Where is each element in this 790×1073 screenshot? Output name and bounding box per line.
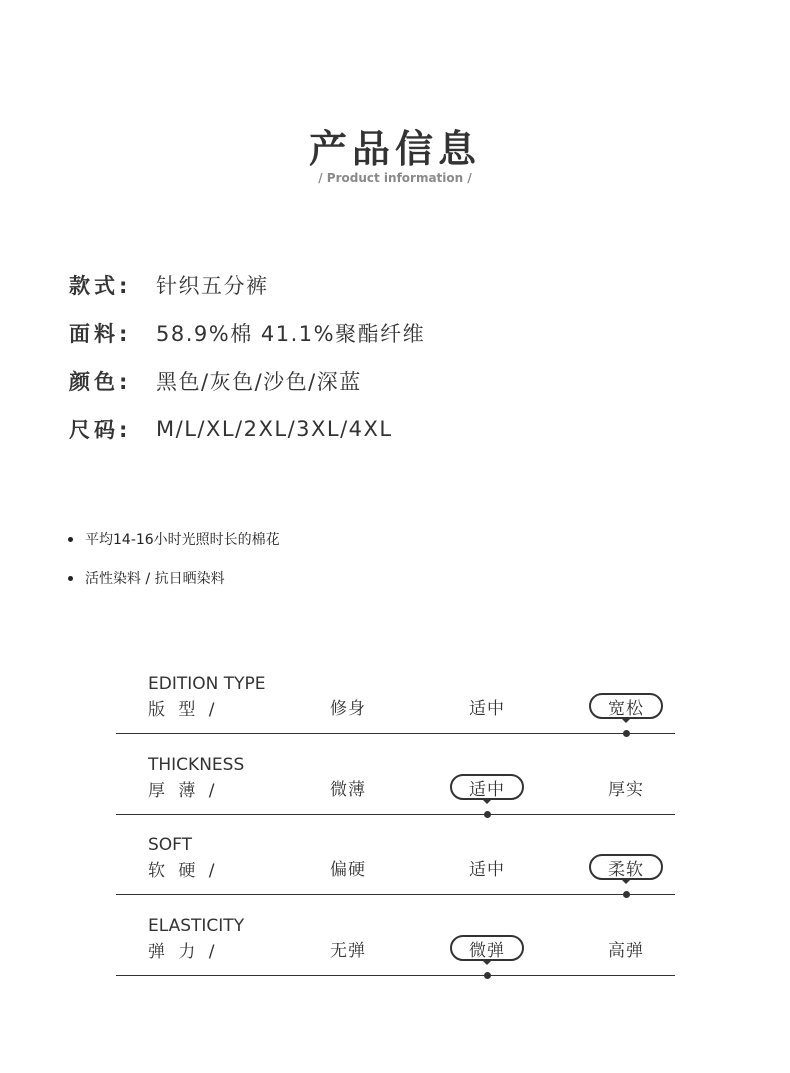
bullet-dot-icon xyxy=(68,576,73,581)
spec-value: M/L/XL/2XL/3XL/4XL xyxy=(156,417,393,441)
feature-text: 活性染料 / 抗日晒染料 xyxy=(85,571,225,587)
caret-down-icon xyxy=(621,879,631,884)
scale-label-en: ELASTICITY xyxy=(148,916,245,936)
caret-down-icon xyxy=(482,960,492,965)
scale-option-selected xyxy=(450,935,524,961)
scale-label-cn: 厚 薄 / xyxy=(148,781,219,801)
option-label: 适中 xyxy=(469,779,505,800)
scale-row-soft xyxy=(0,827,790,907)
scale-label-cn: 软 硬 / xyxy=(148,861,219,881)
spec-row-style xyxy=(69,270,269,300)
scale-option xyxy=(589,935,663,961)
scale-label-en: SOFT xyxy=(148,835,193,855)
scale-label-en: EDITION TYPE xyxy=(148,674,266,694)
scale-row-edition-type xyxy=(0,666,790,746)
page-subtitle: / Product information / xyxy=(318,171,472,185)
option-label: 适中 xyxy=(469,859,505,880)
caret-down-icon xyxy=(482,799,492,804)
scale-option xyxy=(450,693,524,719)
bullet-dot-icon xyxy=(68,537,73,542)
scale-option xyxy=(311,693,385,719)
scale-divider xyxy=(116,894,675,895)
option-label: 适中 xyxy=(469,698,505,719)
spec-value: 针织五分裤 xyxy=(156,274,269,298)
spec-value: 58.9%棉 41.1%聚酯纤维 xyxy=(156,322,426,346)
scale-option-selected xyxy=(589,854,663,880)
scale-divider xyxy=(116,975,675,976)
spec-label: 款式: xyxy=(69,274,132,298)
option-label: 微薄 xyxy=(330,779,366,800)
scale-option-selected xyxy=(450,774,524,800)
scale-option xyxy=(589,774,663,800)
scale-label-en: THICKNESS xyxy=(148,755,245,775)
spec-label: 尺码: xyxy=(69,418,132,442)
scale-row-elasticity xyxy=(0,908,790,988)
option-label: 无弹 xyxy=(330,940,366,961)
scale-row-thickness xyxy=(0,747,790,827)
scale-marker xyxy=(484,972,491,979)
scale-marker xyxy=(623,730,630,737)
option-label: 宽松 xyxy=(608,698,644,719)
page-title: 产品信息 xyxy=(308,127,481,171)
scale-option xyxy=(450,854,524,880)
spec-row-size xyxy=(69,414,393,444)
option-label: 微弹 xyxy=(469,940,505,961)
scale-option xyxy=(311,774,385,800)
spec-label: 颜色: xyxy=(69,370,132,394)
feature-text: 平均14-16小时光照时长的棉花 xyxy=(85,532,280,548)
option-label: 柔软 xyxy=(608,859,644,880)
option-label: 高弹 xyxy=(608,940,644,961)
list-item xyxy=(68,529,280,549)
option-label: 修身 xyxy=(330,698,366,719)
scale-divider xyxy=(116,733,675,734)
option-label: 偏硬 xyxy=(330,859,366,880)
spec-label: 面料: xyxy=(69,322,132,346)
spec-row-fabric xyxy=(69,318,425,348)
list-item xyxy=(68,568,225,588)
scale-divider xyxy=(116,814,675,815)
scale-label-cn: 弹 力 / xyxy=(148,942,219,962)
scale-marker xyxy=(484,811,491,818)
spec-row-color xyxy=(69,366,362,396)
scale-option xyxy=(311,854,385,880)
scale-option-selected xyxy=(589,693,663,719)
spec-value: 黑色/灰色/沙色/深蓝 xyxy=(156,370,362,394)
scale-marker xyxy=(623,891,630,898)
scale-option xyxy=(311,935,385,961)
scale-label-cn: 版 型 / xyxy=(148,700,219,720)
caret-down-icon xyxy=(621,718,631,723)
option-label: 厚实 xyxy=(608,779,644,800)
